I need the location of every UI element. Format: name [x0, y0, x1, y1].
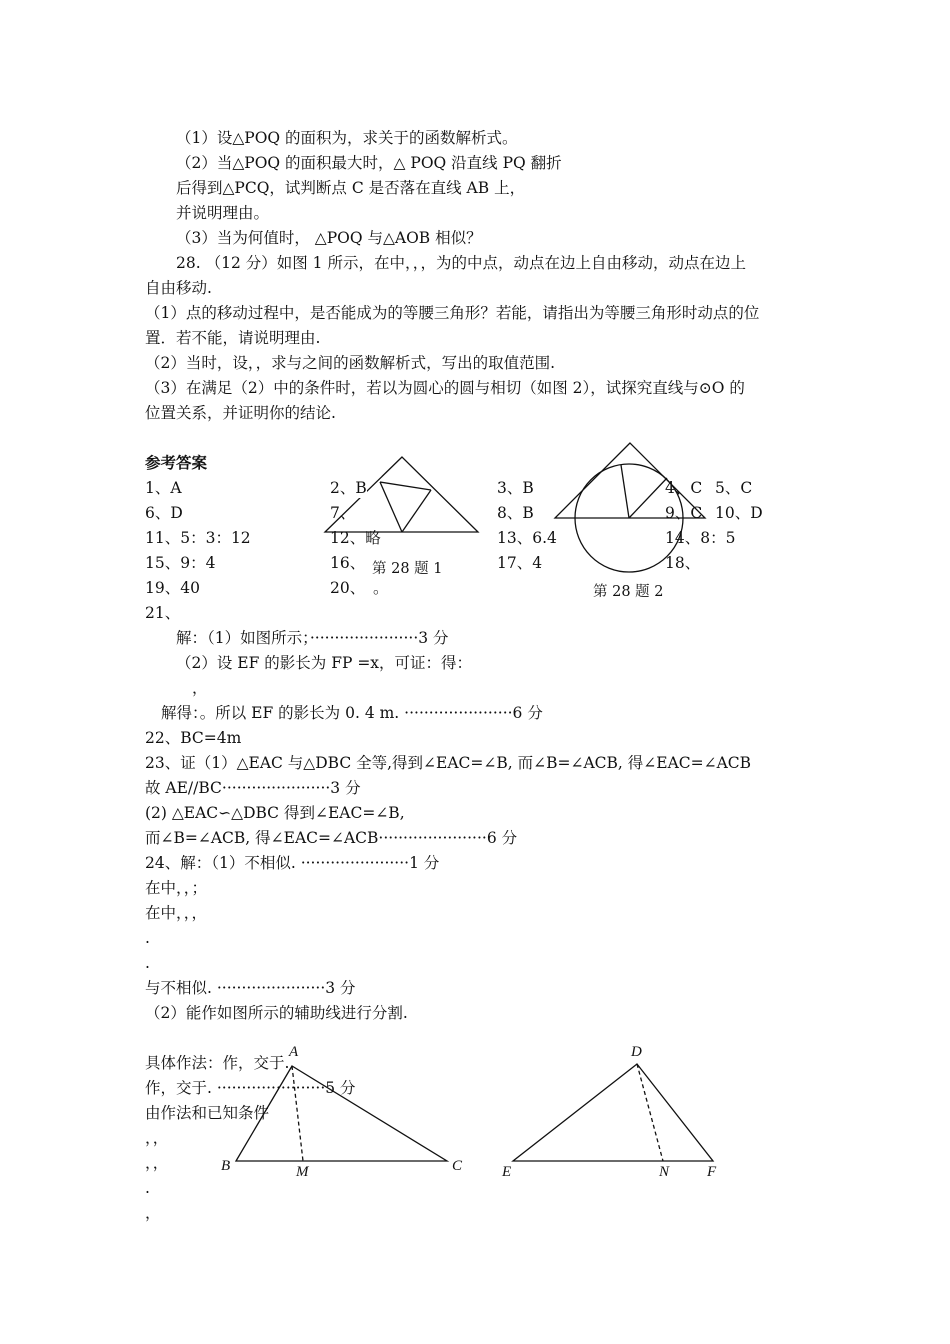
ans-23-3: (2) △EAC∽△DBC 得到∠EAC=∠B, — [145, 804, 405, 822]
ans-8: 8、B — [497, 504, 534, 522]
ans-12: 12、略 — [330, 529, 381, 547]
p28-q3b: 位置关系，并证明你的结论. — [145, 404, 336, 422]
ans-7: 7、 — [330, 504, 356, 522]
ans-24-1: 24、解：（1）不相似. ······················1 分 — [145, 854, 440, 872]
ans-21-1: 解：（1）如图所示；······················3 分 — [176, 629, 449, 647]
ans-16: 16、 — [330, 554, 366, 572]
ans-23-4: 而∠B=∠ACB, 得∠EAC=∠ACB······················6 分 — [145, 829, 518, 847]
label-C: C — [452, 1158, 463, 1174]
ans-19: 19、40 — [145, 579, 200, 597]
ans-24-14: ， — [145, 1204, 161, 1222]
ans-22: 22、BC=4m — [145, 729, 242, 747]
p28-head2: 自由移动. — [145, 279, 212, 297]
ans-10: 10、D — [715, 504, 763, 522]
ans-24-7: （2）能作如图所示的辅助线进行分割. — [145, 1004, 408, 1022]
p28-head: 28. （12 分）如图 1 所示，在中，，，为的中点，动点在边上自由移动，动点在边上 — [176, 254, 746, 272]
ans-24-6: 与不相似. ······················3 分 — [145, 979, 356, 997]
label-M: M — [296, 1164, 309, 1180]
ans-17: 17、4 — [497, 554, 543, 572]
ans-9: 9、C — [665, 504, 703, 522]
ans-1: 1、A — [145, 479, 182, 497]
ans-21-4: 解得：。所以 EF 的影长为 0. 4 m. ······················6 分 — [161, 704, 543, 722]
ans-20: 20、 — [330, 579, 366, 597]
answers-title: 参考答案 — [145, 453, 208, 472]
ans-15: 15、9：4 — [145, 554, 216, 572]
p28-q1a: （1）点的移动过程中，是否能成为的等腰三角形？若能，请指出为等腰三角形时动点的位 — [145, 304, 760, 322]
ans-6: 6、D — [145, 504, 183, 522]
ans-24-13: . — [145, 1179, 150, 1197]
p27-q2b: 后得到△PCQ，试判断点 C 是否落在直线 AB 上， — [176, 179, 526, 197]
ans-2: 2、B — [330, 479, 367, 497]
ans-13: 13、6.4 — [497, 529, 557, 547]
label-A: A — [289, 1044, 299, 1060]
label-F: F — [707, 1164, 717, 1180]
ans-21-3: ， — [192, 679, 208, 697]
label-N: N — [659, 1164, 670, 1180]
ans-4: 4、C — [665, 479, 703, 497]
p27-q2a: （2）当△POQ 的面积最大时，△ POQ 沿直线 PQ 翻折 — [176, 154, 562, 172]
ans-24-11: ，， — [145, 1129, 169, 1147]
label-B: B — [221, 1158, 231, 1174]
ans-24-9: 作，交于. ······················5 分 — [145, 1079, 356, 1097]
ans-24-4: . — [145, 929, 150, 947]
ans-5: 5、C — [715, 479, 753, 497]
ans-14: 14、8：5 — [665, 529, 736, 547]
p27-q2c: 并说明理由。 — [176, 204, 270, 222]
ans-18: 18、 — [665, 554, 701, 572]
ans-23-1: 23、证（1）△EAC 与△DBC 全等,得到∠EAC=∠B, 而∠B=∠ACB, 得∠EAC=∠ACB — [145, 754, 752, 772]
ans-3: 3、B — [497, 479, 534, 497]
p28-q3a: （3）在满足（2）中的条件时，若以为圆心的圆与相切（如图 2），试探究直线与⊙O 的 — [145, 379, 745, 397]
ans-24-5: . — [145, 954, 150, 972]
ans-11: 11、5：3：12 — [145, 529, 251, 547]
ans-23-2: 故 AE//BC······················3 分 — [145, 779, 361, 797]
fig1-caption: 第 28 题 1 — [372, 561, 443, 577]
fig2-caption: 第 28 题 2 — [593, 584, 664, 600]
ans-20-period: 。 — [373, 579, 389, 597]
ans-24-8: 具体作法：作，交于. — [145, 1054, 290, 1072]
ans-21-2: （2）设 EF 的影长为 FP =x，可证：得： — [176, 654, 473, 672]
p27-q1: （1）设△POQ 的面积为，求关于的函数解析式。 — [176, 129, 518, 147]
ans-24-3: 在中，，， — [145, 904, 208, 922]
label-D: D — [631, 1044, 642, 1060]
p27-q3: （3）当为何值时， △POQ 与△AOB 相似？ — [176, 229, 482, 247]
ans-24-10: 由作法和已知条件 — [145, 1104, 270, 1122]
p28-q1b: 置．若不能，请说明理由. — [145, 329, 321, 347]
ans-21: 21、 — [145, 604, 181, 622]
label-E: E — [502, 1164, 512, 1180]
ans-24-12: ，， — [145, 1154, 169, 1172]
p28-q2: （2）当时，设，，求与之间的函数解析式，写出的取值范围. — [145, 354, 556, 372]
ans-24-2: 在中，，； — [145, 879, 208, 897]
